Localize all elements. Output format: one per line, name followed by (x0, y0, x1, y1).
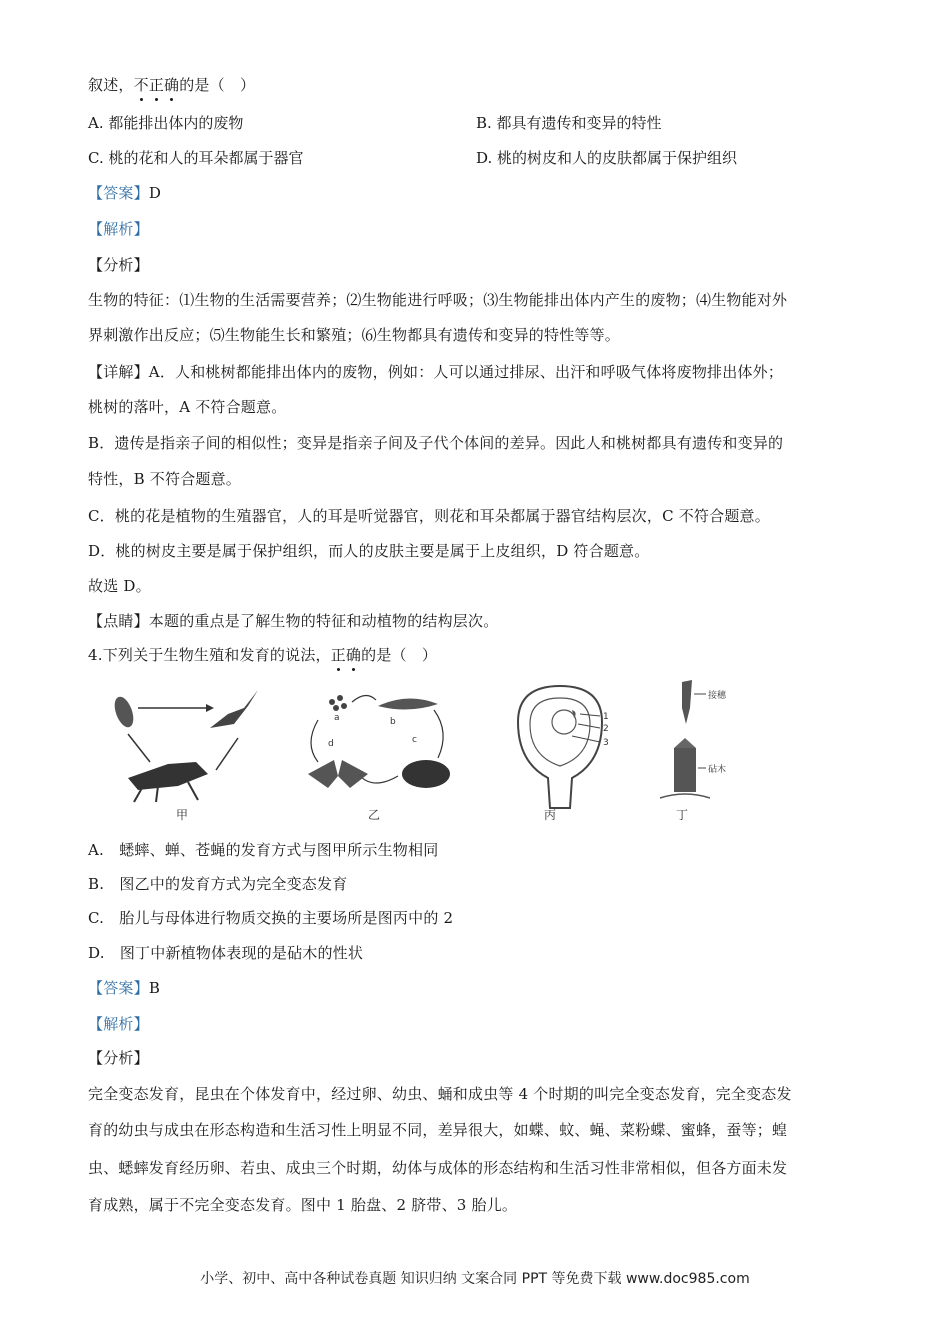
q3-fenxi-line: 界刺激作出反应；⑸生物能生长和繁殖；⑹生物都具有遗传和变异的特性等等。 (88, 326, 621, 344)
q3-detail-line: 特性，B 不符合题意。 (88, 470, 241, 488)
figure-mark-a: a (334, 713, 340, 723)
page-footer[interactable]: 小学、初中、高中各种试卷真题 知识归纳 文案合同 PPT 等免费下载 www.doc985.com (200, 1271, 750, 1287)
q3-detail-line: C．桃的花是植物的生殖器官，人的耳是听觉器官，则花和耳朵都属于器官结构层次，C 不符合题意。 (88, 507, 770, 525)
answer-value: B (148, 979, 161, 997)
figure-mark-2: 2 (603, 724, 609, 734)
q4-fenxi-line: 育成熟，属于不完全变态发育。图中 1 胎盘、2 脐带、3 胎儿。 (88, 1196, 518, 1214)
emphasis-char: 确 (345, 646, 362, 664)
q4-stem (88, 644, 437, 666)
answer-tag: 【答案】 (88, 979, 149, 997)
q3-stem (88, 74, 255, 96)
figure-mark-1: 1 (603, 712, 609, 722)
q3-fenxi-heading: 【分析】 (88, 256, 149, 274)
figure-yi-illustration (278, 684, 458, 814)
q3-dianjing: 【点睛】本题的重点是了解生物的特征和动植物的结构层次。 (88, 612, 499, 630)
q3-answer (88, 182, 161, 204)
figure-label-jia: 甲 (176, 808, 189, 822)
q4-option-c: C. 胎儿与母体进行物质交换的主要场所是图丙中的 2 (88, 909, 454, 927)
q3-fenxi-line: 生物的特征：⑴生物的生活需要营养；⑵生物能进行呼吸；⑶生物能排出体内产生的废物；⑷生物能对外 (88, 291, 788, 309)
figure-mark-b: b (390, 717, 396, 727)
q4-stem-text: 4.下列关于生物生殖和发育的说法， (88, 646, 331, 664)
q3-stem-end: 的是（ ） (179, 76, 256, 94)
q4-option-a: A. 蟋蟀、蝉、苍蝇的发育方式与图甲所示生物相同 (88, 841, 439, 859)
q4-fenxi-line: 虫、蟋蟀发育经历卵、若虫、成虫三个时期，幼体与成体的形态结构和生活习性非常相似，但各方面未发 (88, 1159, 788, 1177)
q4-figure (98, 678, 778, 828)
q3-option-b: B. 都具有遗传和变异的特性 (476, 114, 662, 132)
figure-label-bing: 丙 (544, 808, 557, 822)
figure-mark-d: d (328, 739, 334, 749)
figure-mark-c: c (412, 735, 417, 745)
q3-option-d: D. 桃的树皮和人的皮肤都属于保护组织 (476, 149, 738, 167)
q4-fenxi-line: 育的幼虫与成虫在形态构造和生活习性上明显不同，差异很大，如蝶、蚊、蝇、菜粉蝶、蜜蜂，蚕等；蝗 (88, 1121, 788, 1139)
q4-fenxi-line: 完全变态发育，昆虫在个体发育中，经过卵、幼虫、蛹和成虫等 4 个时期的叫完全变态发育，完全变态发 (88, 1085, 792, 1103)
q3-option-a: A. 都能排出体内的废物 (88, 114, 244, 132)
figure-label-yi: 乙 (368, 808, 381, 822)
answer-tag: 【答案】 (88, 184, 149, 202)
q4-fenxi-heading: 【分析】 (88, 1049, 149, 1067)
q4-stem-end: 的是（ ） (361, 646, 438, 664)
emphasis-char: 不 (133, 76, 149, 94)
q4-option-b: B. 图乙中的发育方式为完全变态发育 (88, 875, 348, 893)
emphasis-char: 确 (164, 76, 180, 94)
q4-answer (88, 977, 160, 999)
q3-detail-line: 桃树的落叶，A 不符合题意。 (88, 398, 287, 416)
figure-jia-illustration (98, 678, 268, 808)
answer-value: D (148, 184, 162, 202)
q4-jiexi-tag: 【解析】 (88, 1015, 149, 1033)
q3-choose: 故选 D。 (88, 577, 151, 595)
figure-label-ding: 丁 (676, 808, 689, 822)
q3-detail-line: B．遗传是指亲子间的相似性；变异是指亲子间及子代个体间的差异。因此人和桃树都具有遗传和变异的 (88, 434, 784, 452)
figure-mark-3: 3 (603, 738, 609, 748)
emphasis-char: 正 (148, 76, 165, 94)
q3-option-c: C. 桃的花和人的耳朵都属于器官 (88, 149, 304, 167)
figure-mark-scion: 接穗 (708, 691, 727, 701)
q3-stem-text: 叙述， (88, 76, 134, 94)
emphasis-char: 正 (330, 646, 346, 664)
q4-option-d: D. 图丁中新植物体表现的是砧木的性状 (88, 944, 364, 962)
figure-bing-illustration (508, 682, 628, 812)
q3-jiexi-tag: 【解析】 (88, 220, 149, 238)
q3-detail-line: D．桃的树皮主要是属于保护组织，而人的皮肤主要是属于上皮组织，D 符合题意。 (88, 542, 650, 560)
q3-detail-line: 【详解】A．人和桃树都能排出体内的废物，例如：人可以通过排尿、出汗和呼吸气体将废物排出体外； (88, 363, 784, 381)
figure-mark-stock: 砧木 (708, 765, 727, 775)
figure-ding-illustration (654, 678, 764, 808)
